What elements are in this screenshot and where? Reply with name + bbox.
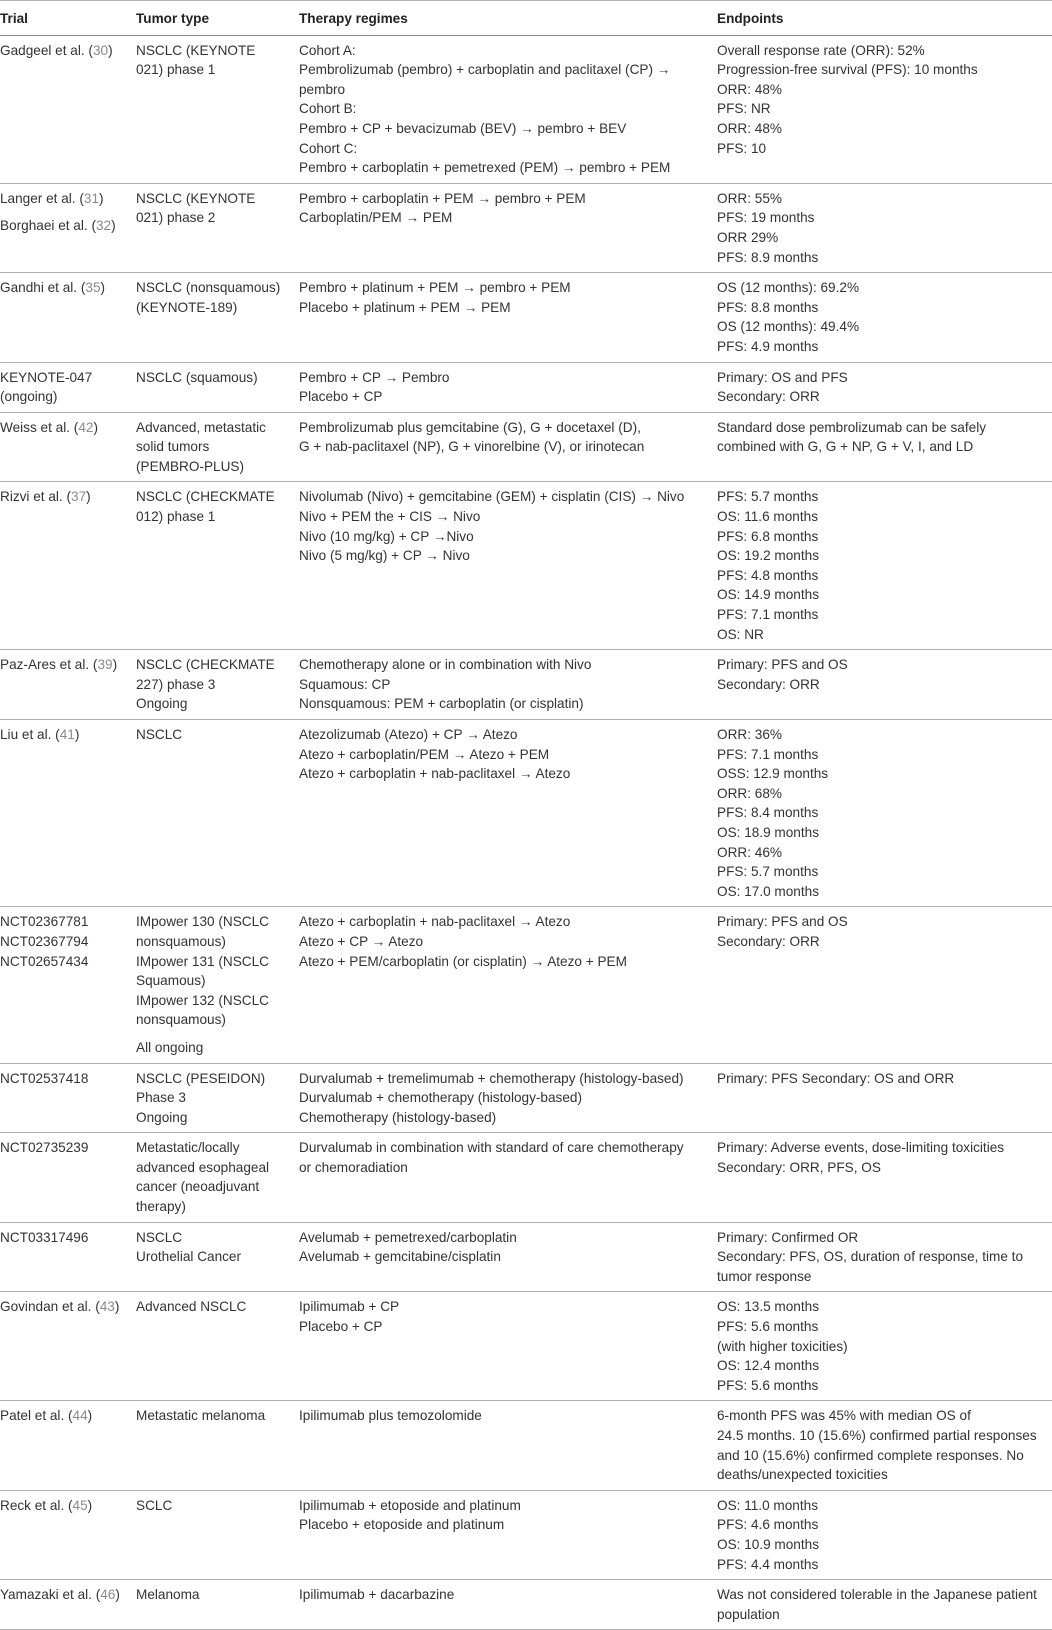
- reference-number: 35: [85, 280, 101, 296]
- therapy-line: Nivo (5 mg/kg) + CP → Nivo: [299, 548, 470, 564]
- endpoints-line: PFS: 19 months: [717, 210, 815, 226]
- tumor-line: IMpower 131 (NSCLC: [136, 953, 269, 969]
- trial-text: Borghaei et al. (: [0, 218, 96, 234]
- endpoints-line: Secondary: ORR, PFS, OS: [717, 1159, 881, 1175]
- therapy-line: Placebo + CP: [299, 389, 383, 405]
- cell-tumor-type: [136, 482, 299, 650]
- tumor-line: Advanced NSCLC: [136, 1299, 247, 1315]
- cell-therapy-regimes: [299, 1490, 717, 1579]
- therapy-line: Squamous: CP: [299, 676, 391, 692]
- endpoints-line: deaths/unexpected toxicities: [717, 1467, 888, 1483]
- endpoints-line: PFS: 7.1 months: [717, 607, 819, 623]
- trial-text: ): [87, 1408, 93, 1424]
- therapy-line: Pembro + carboplatin + pemetrexed (PEM) → pembro + PEM: [299, 160, 671, 176]
- endpoints-line: PFS: 4.4 months: [717, 1556, 819, 1572]
- endpoints-line: OSS: 12.9 months: [717, 766, 829, 782]
- endpoints-line: ORR: 48%: [717, 120, 782, 136]
- endpoints-line: ORR: 55%: [717, 190, 782, 206]
- cell-endpoints: [717, 1580, 1052, 1630]
- cell-endpoints: [717, 1063, 1052, 1133]
- trial-text: Liu et al. (: [0, 727, 60, 742]
- therapy-line: Chemotherapy (histology-based): [299, 1109, 497, 1125]
- endpoints-line: ORR: 46%: [717, 844, 782, 860]
- cell-tumor-type: [136, 1222, 299, 1292]
- table-row: [0, 273, 1052, 362]
- tumor-line: IMpower 130 (NSCLC: [136, 914, 269, 930]
- table-row: [0, 183, 1052, 272]
- cell-trial: [0, 412, 136, 482]
- cell-endpoints: [717, 1133, 1052, 1222]
- trial-text: ): [99, 190, 104, 206]
- cell-therapy-regimes: [299, 1292, 717, 1401]
- therapy-line: Placebo + etoposide and platinum: [299, 1517, 505, 1533]
- trial-text: Yamazaki et al. (: [0, 1587, 101, 1603]
- endpoints-line: Primary: Confirmed OR: [717, 1229, 859, 1245]
- tumor-line: Ongoing: [136, 1109, 188, 1125]
- endpoints-line: Progression-free survival (PFS): 10 months: [717, 62, 978, 78]
- trial-text: ): [87, 1497, 93, 1513]
- cell-trial: [0, 907, 136, 1063]
- cell-endpoints: [717, 412, 1052, 482]
- cell-tumor-type: [136, 1063, 299, 1133]
- reference-number: 31: [83, 190, 100, 206]
- cell-endpoints: [717, 35, 1052, 183]
- table-row: [0, 720, 1052, 907]
- therapy-line: Cohort B:: [299, 101, 357, 117]
- endpoints-line: Secondary: ORR: [717, 933, 820, 949]
- trial-text: Gandhi et al. (: [0, 280, 86, 296]
- endpoints-line: PFS: 6.8 months: [717, 528, 819, 544]
- trial-text: NCT02367781: [0, 914, 89, 930]
- trial-text: ): [111, 218, 116, 234]
- therapy-line: or chemoradiation: [299, 1159, 408, 1175]
- trial-text: NCT02537418: [0, 1070, 89, 1086]
- trial-text: Reck et al. (: [0, 1497, 73, 1513]
- endpoints-line: OS: 11.6 months: [717, 509, 818, 525]
- endpoints-line: ORR: 36%: [717, 727, 782, 742]
- trial-text: ): [100, 280, 106, 296]
- therapy-line: Avelumab + gemcitabine/cisplatin: [299, 1249, 501, 1265]
- cell-endpoints: [717, 183, 1052, 272]
- cell-tumor-type: [136, 412, 299, 482]
- tumor-line: NSCLC (KEYNOTE: [136, 190, 256, 206]
- tumor-line: 021) phase 1: [136, 62, 216, 78]
- therapy-line: Atezo + PEM/carboplatin (or cisplatin) → Atezo + PEM: [299, 953, 627, 969]
- endpoints-line: Primary: OS and PFS: [717, 369, 848, 385]
- trial-text: (ongoing): [0, 389, 58, 405]
- tumor-line: NSCLC: [136, 1229, 183, 1245]
- tumor-line: cancer (neoadjuvant: [136, 1179, 260, 1195]
- endpoints-line: Primary: PFS Secondary: OS and ORR: [717, 1070, 955, 1086]
- table-row: [0, 35, 1052, 183]
- trial-text: Langer et al. (: [0, 190, 84, 206]
- trial-text: NCT02657434: [0, 953, 89, 969]
- endpoints-line: tumor response: [717, 1268, 812, 1284]
- therapy-line: Atezo + carboplatin + nab-paclitaxel → Atezo: [299, 766, 571, 782]
- trial-line: [0, 487, 132, 507]
- endpoints-line: PFS: 4.9 months: [717, 338, 819, 354]
- tumor-line: solid tumors: [136, 439, 210, 455]
- tumor-line: NSCLC (squamous): [136, 369, 258, 385]
- endpoints-line: OS: 13.5 months: [717, 1299, 820, 1315]
- endpoints-line: OS: NR: [717, 626, 764, 642]
- endpoints-line: OS: 12.4 months: [717, 1358, 820, 1374]
- cell-trial: [0, 1490, 136, 1579]
- cell-endpoints: [717, 482, 1052, 650]
- therapy-line: Placebo + CP: [299, 1319, 383, 1335]
- tumor-line: NSCLC (CHECKMATE: [136, 657, 275, 673]
- table-row: [0, 1580, 1052, 1630]
- cell-trial: [0, 1222, 136, 1292]
- cell-tumor-type: [136, 1490, 299, 1579]
- cell-trial: [0, 1292, 136, 1401]
- table-body: [0, 35, 1052, 1630]
- trial-line: [0, 216, 132, 236]
- therapy-line: Ipilimumab plus temozolomide: [299, 1408, 482, 1424]
- endpoints-line: PFS: 4.8 months: [717, 567, 819, 583]
- table-row: [0, 1490, 1052, 1579]
- therapy-line: Nonsquamous: PEM + carboplatin (or cisplatin): [299, 696, 584, 712]
- cell-endpoints: [717, 650, 1052, 720]
- endpoints-line: Overall response rate (ORR): 52%: [717, 42, 925, 58]
- endpoints-line: Standard dose pembrolizumab can be safely: [717, 419, 987, 435]
- tumor-line: NSCLC (KEYNOTE: [136, 42, 256, 58]
- reference-number: 32: [95, 218, 112, 234]
- cell-therapy-regimes: [299, 273, 717, 362]
- trial-text: ): [115, 1587, 120, 1603]
- cell-therapy-regimes: [299, 907, 717, 1063]
- endpoints-line: PFS: 8.4 months: [717, 805, 819, 821]
- trial-text: Govindan et al. (: [0, 1299, 100, 1315]
- therapy-line: Durvalumab in combination with standard of care chemotherapy: [299, 1140, 684, 1156]
- therapy-line: G + nab-paclitaxel (NP), G + vinorelbine (V), or irinotecan: [299, 439, 645, 455]
- endpoints-line: PFS: NR: [717, 101, 771, 117]
- endpoints-line: PFS: 7.1 months: [717, 746, 819, 762]
- reference-number: 41: [59, 727, 75, 742]
- table-row: [0, 1401, 1052, 1490]
- cell-trial: [0, 1063, 136, 1133]
- trial-line: [0, 41, 132, 61]
- endpoints-line: OS: 10.9 months: [717, 1536, 820, 1552]
- trial-line: [0, 368, 132, 388]
- cell-therapy-regimes: [299, 362, 717, 412]
- therapy-line: Atezo + carboplatin/PEM → Atezo + PEM: [299, 746, 550, 762]
- tumor-line: NSCLC: [136, 727, 183, 742]
- trial-text: ): [108, 42, 113, 58]
- trial-text: ): [74, 727, 80, 742]
- cell-tumor-type: [136, 1401, 299, 1490]
- therapy-line: Nivolumab (Nivo) + gemcitabine (GEM) + cisplatin (CIS) → Nivo: [299, 489, 685, 505]
- cell-tumor-type: [136, 35, 299, 183]
- table-row: [0, 362, 1052, 412]
- endpoints-line: Primary: PFS and OS: [717, 657, 848, 673]
- therapy-line: Ipilimumab + etoposide and platinum: [299, 1497, 521, 1513]
- tumor-line: Metastatic/locally: [136, 1140, 240, 1156]
- cell-therapy-regimes: [299, 1401, 717, 1490]
- header-row: [0, 1, 1052, 36]
- trial-text: NCT02367794: [0, 933, 89, 949]
- tumor-line: NSCLC (nonsquamous): [136, 280, 281, 296]
- endpoints-line: 24.5 months. 10 (15.6%) confirmed partial responses: [717, 1428, 1037, 1443]
- trial-line: [0, 1069, 132, 1089]
- endpoints-line: PFS: 10: [717, 140, 767, 156]
- trial-text: Gadgeel et al. (: [0, 42, 93, 58]
- reference-number: 39: [97, 657, 113, 673]
- cell-therapy-regimes: [299, 35, 717, 183]
- trial-text: Weiss et al. (: [0, 419, 79, 435]
- tumor-line: Urothelial Cancer: [136, 1249, 242, 1265]
- therapy-line: Pembro + CP + bevacizumab (BEV) → pembro + BEV: [299, 120, 627, 136]
- cell-trial: [0, 1133, 136, 1222]
- trial-line: [0, 418, 132, 438]
- trial-text: ): [114, 1299, 120, 1315]
- therapy-line: Carboplatin/PEM → PEM: [299, 210, 453, 226]
- therapy-line: Pembro + CP → Pembro: [299, 369, 450, 385]
- table-row: [0, 650, 1052, 720]
- trial-line: [0, 189, 132, 209]
- cell-trial: [0, 1580, 136, 1630]
- endpoints-line: ORR: 48%: [717, 81, 782, 97]
- cell-therapy-regimes: [299, 412, 717, 482]
- tumor-line: [136, 1030, 295, 1038]
- endpoints-line: OS: 19.2 months: [717, 548, 820, 564]
- trial-text: ): [93, 419, 98, 435]
- tumor-line: Squamous): [136, 973, 206, 989]
- tumor-line: 012) phase 1: [136, 509, 216, 525]
- cell-trial: [0, 1401, 136, 1490]
- therapy-line: pembro: [299, 81, 346, 97]
- endpoints-line: population: [717, 1606, 780, 1622]
- trial-line: [0, 932, 132, 952]
- endpoints-line: 6-month PFS was 45% with median OS of: [717, 1408, 971, 1424]
- trial-line: [0, 1406, 132, 1426]
- trial-line: [0, 1297, 132, 1317]
- trial-text: NCT02735239: [0, 1140, 89, 1156]
- therapy-line: Pembrolizumab (pembro) + carboplatin and paclitaxel (CP) →: [299, 62, 671, 78]
- cell-trial: [0, 720, 136, 907]
- cell-endpoints: [717, 720, 1052, 907]
- cell-endpoints: [717, 362, 1052, 412]
- cell-tumor-type: [136, 1133, 299, 1222]
- endpoints-line: combined with G, G + NP, G + V, I, and LD: [717, 439, 974, 455]
- tumor-line: Ongoing: [136, 696, 188, 712]
- cell-therapy-regimes: [299, 720, 717, 907]
- endpoints-line: PFS: 8.8 months: [717, 299, 819, 315]
- endpoints-line: OS: 11.0 months: [717, 1497, 818, 1513]
- reference-number: 46: [100, 1587, 116, 1603]
- cell-trial: [0, 482, 136, 650]
- trial-line: [0, 1228, 132, 1248]
- trial-text: ): [112, 657, 118, 673]
- therapy-line: Ipilimumab + dacarbazine: [299, 1587, 455, 1603]
- therapy-line: Cohort C:: [299, 140, 358, 156]
- table-row: [0, 1222, 1052, 1292]
- table-row: [0, 1133, 1052, 1222]
- cell-therapy-regimes: [299, 1063, 717, 1133]
- therapy-line: Pembro + carboplatin + PEM → pembro + PEM: [299, 190, 586, 206]
- table-row: [0, 482, 1052, 650]
- header-tumor-type: Tumor type: [136, 1, 299, 36]
- cell-trial: [0, 183, 136, 272]
- trial-line: [0, 1496, 132, 1516]
- therapy-line: Atezo + carboplatin + nab-paclitaxel → Atezo: [299, 914, 571, 930]
- cell-tumor-type: [136, 183, 299, 272]
- cell-therapy-regimes: [299, 1580, 717, 1630]
- endpoints-line: Primary: PFS and OS: [717, 914, 848, 930]
- trial-line: [0, 1138, 132, 1158]
- endpoints-line: PFS: 5.7 months: [717, 489, 819, 505]
- tumor-line: (PEMBRO-PLUS): [136, 458, 245, 474]
- cell-therapy-regimes: [299, 1133, 717, 1222]
- tumor-line: Metastatic melanoma: [136, 1408, 266, 1424]
- table-row: [0, 907, 1052, 1063]
- therapy-line: Atezolizumab (Atezo) + CP → Atezo: [299, 727, 518, 742]
- header-endpoints: Endpoints: [717, 1, 1052, 36]
- reference-number: 37: [71, 489, 87, 505]
- endpoints-line: ORR 29%: [717, 229, 779, 245]
- endpoints-line: OS: 18.9 months: [717, 824, 820, 840]
- trial-line: [0, 725, 132, 745]
- tumor-line: Advanced, metastatic: [136, 419, 266, 435]
- endpoints-line: Was not considered tolerable in the Japanese patient: [717, 1587, 1037, 1603]
- tumor-line: nonsquamous): [136, 1012, 226, 1028]
- therapy-line: Nivo + PEM the + CIS → Nivo: [299, 509, 481, 525]
- endpoints-line: Secondary: PFS, OS, duration of response, time to: [717, 1249, 1024, 1265]
- endpoints-line: PFS: 8.9 months: [717, 249, 819, 265]
- trial-text: Patel et al. (: [0, 1408, 73, 1424]
- endpoints-line: Secondary: ORR: [717, 676, 820, 692]
- therapy-line: Placebo + platinum + PEM → PEM: [299, 299, 511, 315]
- cell-tumor-type: [136, 650, 299, 720]
- endpoints-line: Secondary: ORR: [717, 389, 820, 405]
- table-row: [0, 1292, 1052, 1401]
- cell-therapy-regimes: [299, 183, 717, 272]
- reference-number: 30: [92, 42, 109, 58]
- reference-number: 42: [78, 419, 94, 435]
- therapy-line: Nivo (10 mg/kg) + CP →Nivo: [299, 528, 474, 544]
- tumor-line: IMpower 132 (NSCLC: [136, 992, 269, 1008]
- tumor-line: All ongoing: [136, 1039, 204, 1055]
- endpoints-line: Primary: Adverse events, dose-limiting toxicities: [717, 1140, 1005, 1156]
- cell-tumor-type: [136, 362, 299, 412]
- trial-line: [0, 387, 132, 407]
- therapy-line: Pembro + platinum + PEM → pembro + PEM: [299, 280, 571, 296]
- therapy-line: Cohort A:: [299, 42, 356, 58]
- cell-trial: [0, 362, 136, 412]
- therapy-line: Durvalumab + chemotherapy (histology-based): [299, 1090, 582, 1106]
- therapy-line: Atezo + CP → Atezo: [299, 933, 424, 949]
- tumor-line: 021) phase 2: [136, 210, 216, 226]
- table-row: [0, 1063, 1052, 1133]
- header-trial: Trial: [0, 1, 136, 36]
- therapy-line: Avelumab + pemetrexed/carboplatin: [299, 1229, 517, 1245]
- trial-text: NCT03317496: [0, 1229, 89, 1245]
- header-therapy-regimes: Therapy regimes: [299, 1, 717, 36]
- endpoints-line: OS: 17.0 months: [717, 883, 820, 899]
- tumor-line: Melanoma: [136, 1587, 200, 1603]
- trial-line: [0, 655, 132, 675]
- tumor-line: 227) phase 3: [136, 676, 216, 692]
- cell-tumor-type: [136, 273, 299, 362]
- cell-endpoints: [717, 273, 1052, 362]
- endpoints-line: OS (12 months): 49.4%: [717, 319, 860, 335]
- tumor-line: nonsquamous): [136, 933, 226, 949]
- cell-endpoints: [717, 1292, 1052, 1401]
- cell-endpoints: [717, 907, 1052, 1063]
- endpoints-line: PFS: 4.6 months: [717, 1517, 819, 1533]
- therapy-line: Durvalumab + tremelimumab + chemotherapy (histology-based): [299, 1070, 684, 1086]
- therapy-line: Ipilimumab + CP: [299, 1299, 400, 1315]
- trial-text: Rizvi et al. (: [0, 489, 72, 505]
- cell-therapy-regimes: [299, 482, 717, 650]
- endpoints-line: PFS: 5.7 months: [717, 864, 819, 880]
- endpoints-line: OS: 14.9 months: [717, 587, 820, 603]
- tumor-line: Phase 3: [136, 1090, 186, 1106]
- trial-line: [0, 912, 132, 932]
- therapy-line: Chemotherapy alone or in combination with Nivo: [299, 657, 592, 673]
- trial-line: [0, 278, 132, 298]
- cell-therapy-regimes: [299, 1222, 717, 1292]
- reference-number: 43: [99, 1299, 115, 1315]
- endpoints-line: OS (12 months): 69.2%: [717, 280, 860, 296]
- cell-therapy-regimes: [299, 650, 717, 720]
- endpoints-line: PFS: 5.6 months: [717, 1377, 819, 1393]
- tumor-line: (KEYNOTE-189): [136, 299, 238, 315]
- tumor-line: advanced esophageal: [136, 1159, 270, 1175]
- therapy-line: Pembrolizumab plus gemcitabine (G), G + docetaxel (D),: [299, 419, 641, 435]
- tumor-line: SCLC: [136, 1497, 173, 1513]
- reference-number: 45: [72, 1497, 88, 1513]
- endpoints-line: and 10 (15.6%) confirmed complete responses. No: [717, 1447, 1024, 1463]
- cell-trial: [0, 35, 136, 183]
- cell-tumor-type: [136, 720, 299, 907]
- cell-tumor-type: [136, 1580, 299, 1630]
- cell-endpoints: [717, 1490, 1052, 1579]
- trial-text: ): [86, 489, 91, 505]
- endpoints-line: ORR: 68%: [717, 785, 782, 801]
- trial-text: KEYNOTE-047: [0, 369, 93, 385]
- cell-tumor-type: [136, 1292, 299, 1401]
- cell-trial: [0, 650, 136, 720]
- table-row: [0, 412, 1052, 482]
- tumor-line: NSCLC (PESEIDON): [136, 1070, 266, 1086]
- tumor-line: therapy): [136, 1199, 186, 1215]
- cell-endpoints: [717, 1222, 1052, 1292]
- tumor-line: NSCLC (CHECKMATE: [136, 489, 275, 505]
- trial-line: [0, 952, 132, 972]
- cell-endpoints: [717, 1401, 1052, 1490]
- endpoints-line: (with higher toxicities): [717, 1338, 848, 1354]
- trial-line: [0, 1585, 132, 1605]
- cell-trial: [0, 273, 136, 362]
- endpoints-line: PFS: 5.6 months: [717, 1319, 819, 1335]
- reference-number: 44: [72, 1408, 88, 1424]
- cell-tumor-type: [136, 907, 299, 1063]
- trial-text: Paz-Ares et al. (: [0, 657, 98, 673]
